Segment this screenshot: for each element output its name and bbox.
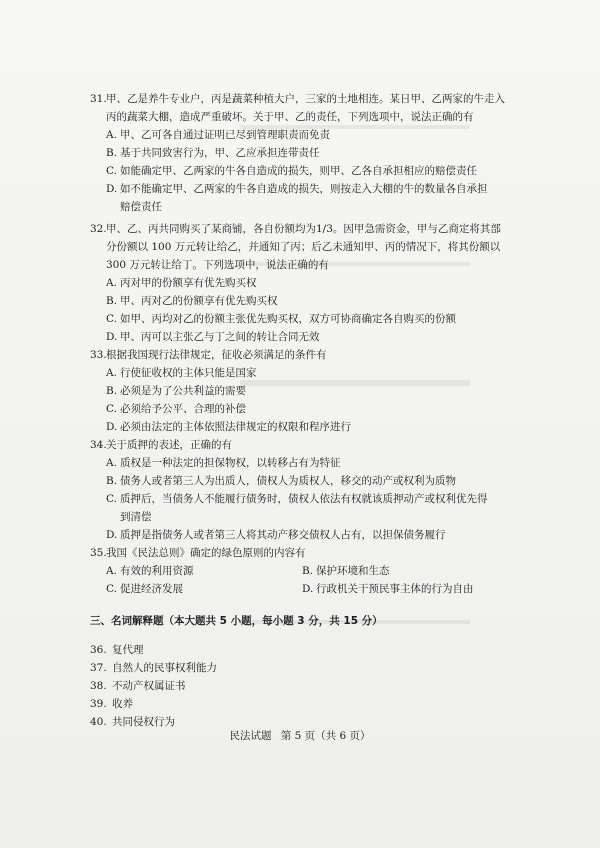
option-text: 行政机关干预民事主体的行为自由 xyxy=(316,583,474,595)
term-text: 共同侵权行为 xyxy=(112,715,175,728)
term-number: 36. xyxy=(90,643,107,656)
question-stem-line: 分份额以 100 万元转让给乙，并通知了丙；后乙未通知甲、丙的情况下，将其份额以 xyxy=(106,241,501,253)
option-label: C. xyxy=(106,493,117,505)
question-32 xyxy=(90,220,520,346)
option-label: C. xyxy=(106,403,117,415)
term-number: 37. xyxy=(90,661,107,674)
option-text: 必须是为了公共利益的需要 xyxy=(120,385,246,397)
option-text: 质权是一种法定的担保物权，以转移占有为特征 xyxy=(120,457,341,469)
question-stem-line: 根据我国现行法律规定，征收必须满足的条件有 xyxy=(106,349,327,361)
option-text: 保护环境和生态 xyxy=(316,565,390,577)
term-text: 收养 xyxy=(112,697,133,710)
question-number: 34. xyxy=(90,439,107,451)
question-34 xyxy=(90,436,520,544)
option-text: 必须由法定的主体依照法律规定的权限和程序进行 xyxy=(120,421,351,433)
option-label: D. xyxy=(106,421,118,433)
option-text: 如能确定甲、乙两家的牛各自造成的损失，则甲、乙各自承担相应的赔偿责任 xyxy=(120,165,477,177)
option-text: 必须给予公平、合理的补偿 xyxy=(120,403,246,415)
option-label: C. xyxy=(106,313,117,325)
option-text: 如甲、丙均对乙的份额主张优先购买权，双方可协商确定各自购买的份额 xyxy=(120,313,456,325)
option-label: C. xyxy=(106,583,117,595)
page-footer xyxy=(0,728,600,743)
option-text: 质押是指债务人或者第三人将其动产移交债权人占有，以担保债务履行 xyxy=(120,529,446,541)
question-31 xyxy=(90,90,520,216)
footer-subject: 民法试题 xyxy=(229,730,272,742)
option-text: 行使征收权的主体只能是国家 xyxy=(120,367,257,379)
option-label: A. xyxy=(106,457,117,469)
option-label: C. xyxy=(106,165,117,177)
question-number: 35. xyxy=(90,547,107,559)
term-list xyxy=(90,641,520,731)
footer-page-number: 第 5 页（共 6 页） xyxy=(280,730,371,742)
option-text: 甲、乙可各自通过证明已尽到管理职责而免责 xyxy=(120,129,330,141)
question-stem-line: 甲、乙是养牛专业户，丙是蔬菜种植大户，三家的土地相连。某日甲、乙两家的牛走入 xyxy=(106,93,505,105)
option-text: 如不能确定甲、乙两家的牛各自造成的损失，则按走入大棚的牛的数量各自承担 xyxy=(120,183,488,195)
option-text: 有效的利用资源 xyxy=(120,565,194,577)
option-text: 甲、丙可以主张乙与丁之间的转让合同无效 xyxy=(120,331,320,343)
option-text: 甲、丙对乙的份额享有优先购买权 xyxy=(120,295,278,307)
term-number: 39. xyxy=(90,697,107,710)
term-text: 自然人的民事权利能力 xyxy=(112,661,217,674)
term-number: 38. xyxy=(90,679,107,692)
option-label: B. xyxy=(302,565,314,577)
option-label: B. xyxy=(106,385,118,397)
option-label: A. xyxy=(106,129,117,141)
question-number: 33. xyxy=(90,349,107,361)
question-stem-line: 丙的蔬菜大棚，造成严重破坏。关于甲、乙的责任，下列选项中，说法正确的有 xyxy=(106,111,474,123)
option-text: 促进经济发展 xyxy=(120,583,183,595)
term-text: 不动产权属证书 xyxy=(112,679,186,692)
term-number: 40. xyxy=(90,715,107,728)
option-label: A. xyxy=(106,277,117,289)
term-text: 复代理 xyxy=(112,643,144,656)
option-continuation: 到清偿 xyxy=(120,511,152,523)
option-label: D. xyxy=(302,583,314,595)
option-text: 丙对甲的份额享有优先购买权 xyxy=(120,277,257,289)
option-text: 债务人或者第三人为出质人，债权人为质权人，移交的动产或权利为质物 xyxy=(120,475,456,487)
option-text: 基于共同致害行为，甲、乙应承担连带责任 xyxy=(120,147,320,159)
question-stem-line: 300 万元转让给丁。下列选项中，说法正确的有 xyxy=(106,259,329,271)
question-33 xyxy=(90,346,520,436)
question-number: 32. xyxy=(90,223,107,235)
option-label: A. xyxy=(106,565,117,577)
option-label: A. xyxy=(106,367,117,379)
question-number: 31. xyxy=(90,93,107,105)
option-continuation: 赔偿责任 xyxy=(120,201,162,213)
option-label: B. xyxy=(106,295,118,307)
section-title: 三、名词解释题（本大题共 5 小题，每小题 3 分，共 15 分） xyxy=(90,615,383,627)
option-text: 质押后，当债务人不能履行债务时，债权人依法有权就该质押动产或权利优先得 xyxy=(120,493,488,505)
option-label: D. xyxy=(106,529,118,541)
option-label: B. xyxy=(106,147,118,159)
option-label: D. xyxy=(106,183,118,195)
option-label: D. xyxy=(106,331,118,343)
question-stem-line: 我国《民法总则》确定的绿色原则的内容有 xyxy=(106,547,306,559)
option-label: B. xyxy=(106,475,118,487)
question-35 xyxy=(90,544,520,598)
question-content xyxy=(90,90,520,731)
question-stem-line: 甲、乙、丙共同购买了某商铺，各自份额均为1/3。因甲急需资金，甲与乙商定将其部 xyxy=(106,223,501,235)
question-stem-line: 关于质押的表述，正确的有 xyxy=(106,439,232,451)
